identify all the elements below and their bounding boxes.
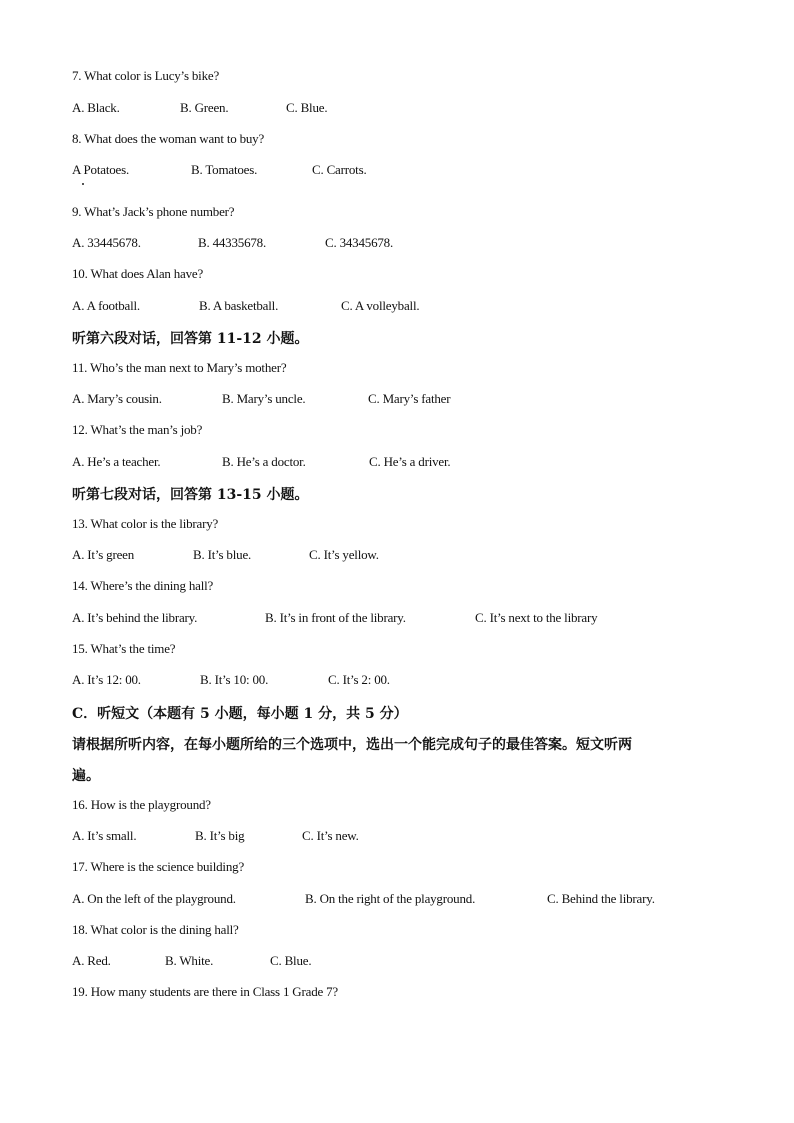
option-a: A. Mary’s cousin. — [72, 391, 162, 406]
question-8: 8. What does the woman want to buy? — [72, 131, 265, 146]
section-heading-6: 听第六段对话，回答第 11-12 小题。 — [72, 331, 309, 347]
question-14: 14. Where’s the dining hall? — [72, 578, 214, 593]
option-b: B. He’s a doctor. — [222, 454, 306, 469]
option-b: B. It’s big — [195, 828, 245, 843]
question-17: 17. Where is the science building? — [72, 859, 245, 874]
option-a: A. It’s 12: 00. — [72, 672, 141, 687]
option-b: B. 44335678. — [198, 235, 267, 250]
instructions-line-1: 请根据所听内容，在每小题所给的三个选项中，选出一个能完成句子的最佳答案。短文听两 — [72, 737, 632, 753]
option-a: A. A football. — [72, 298, 140, 313]
option-c: C. Blue. — [286, 100, 328, 115]
question-7: 7. What color is Lucy’s bike? — [72, 68, 220, 83]
question-16: 16. How is the playground? — [72, 797, 211, 812]
option-c: C. Behind the library. — [547, 891, 655, 906]
question-12: 12. What’s the man’s job? — [72, 422, 203, 437]
option-c: C. Mary’s father — [368, 391, 451, 406]
section-heading-7: 听第七段对话，回答第 13-15 小题。 — [72, 487, 309, 503]
option-c: C. A volleyball. — [341, 298, 420, 313]
option-b: B. Tomatoes. — [191, 162, 258, 177]
option-a: A. 33445678. — [72, 235, 141, 250]
option-b: B. It’s in front of the library. — [265, 610, 406, 625]
question-19: 19. How many students are there in Class 1 Grade 7? — [72, 984, 338, 999]
option-c: C. It’s new. — [302, 828, 359, 843]
option-b: B. White. — [165, 953, 214, 968]
option-a: A Potatoes. — [72, 162, 130, 177]
question-10: 10. What does Alan have? — [72, 266, 204, 281]
question-15: 15. What’s the time? — [72, 641, 176, 656]
option-a: A. It’s behind the library. — [72, 610, 198, 625]
option-a: A. It’s green — [72, 547, 135, 562]
option-b: B. Green. — [180, 100, 229, 115]
question-18: 18. What color is the dining hall? — [72, 922, 239, 937]
option-b: B. Mary’s uncle. — [222, 391, 306, 406]
option-c: C. Blue. — [270, 953, 312, 968]
option-a: A. Red. — [72, 953, 111, 968]
option-a: A. Black. — [72, 100, 120, 115]
part-c-heading: C．听短文（本题有 5 小题，每小题 1 分，共 5 分） — [72, 706, 408, 722]
option-c: C. It’s next to the library — [475, 610, 598, 625]
option-b: B. It’s blue. — [193, 547, 252, 562]
option-b: B. A basketball. — [199, 298, 279, 313]
option-c: C. 34345678. — [325, 235, 394, 250]
option-c: C. It’s yellow. — [309, 547, 379, 562]
instructions-line-2: 遍。 — [72, 768, 100, 784]
option-c: C. He’s a driver. — [369, 454, 451, 469]
question-9: 9. What’s Jack’s phone number? — [72, 204, 235, 219]
option-a: A. He’s a teacher. — [72, 454, 161, 469]
option-b: B. On the right of the playground. — [305, 891, 476, 906]
stray-dot — [82, 183, 84, 185]
option-c: C. Carrots. — [312, 162, 367, 177]
option-a: A. On the left of the playground. — [72, 891, 236, 906]
option-b: B. It’s 10: 00. — [200, 672, 269, 687]
question-13: 13. What color is the library? — [72, 516, 219, 531]
option-a: A. It’s small. — [72, 828, 137, 843]
option-c: C. It’s 2: 00. — [328, 672, 390, 687]
question-11: 11. Who’s the man next to Mary’s mother? — [72, 360, 287, 375]
